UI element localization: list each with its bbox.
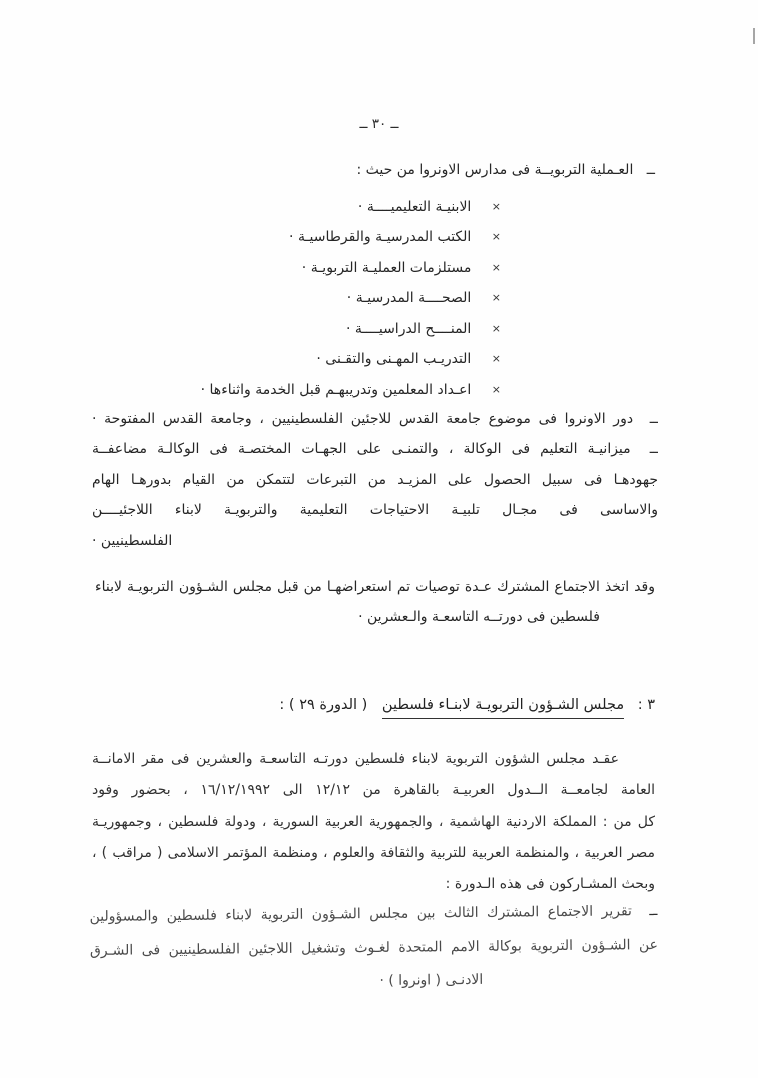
dash-item-text: دور الاونروا فى موضوع جامعة القدس للاجئين الفلسطينيين ، وجامعة القدس المفتوحة · (92, 411, 634, 427)
paragraph-line: وبحث المشـاركون فى هذه الـدورة : (445, 876, 655, 893)
paragraph-line: عقـد مجلس الشؤون التربوية لابناء فلسطين دورتـه التاسعـة والعشرين فى مقر الامانــة (92, 751, 619, 767)
bullet-text: الصحــــة المدرسيـة · (346, 290, 472, 307)
session-paragraph (92, 751, 655, 907)
bullet-text: الابنيـة التعليميــــة · (357, 199, 472, 215)
bullet-item (60, 199, 501, 229)
intro-line (357, 162, 655, 178)
bullet-text: اعـداد المعلمين وتدريبهـم قبل الخدمة واثناءها · (200, 381, 472, 398)
paragraph-line: الادنـى ( اونروا ) · (379, 971, 484, 989)
paragraph-line: جهودهـا فى سبيل الحصول على المزيـد من التبرعات لتتمكن من القيام بدورهـا الهام (92, 471, 658, 488)
unrwa-dash-list (92, 411, 658, 563)
paragraph-line: مصر العربية ، والمنظمة العربية للتربية والثقافة والعلوم ، ومنظمة المؤتمر الاسلامى ( مراقب ) ، (92, 844, 655, 861)
bullet-text: مستلزمات العمليـة التربويـة · (301, 259, 472, 276)
bullet-marker-icon: × (491, 260, 501, 274)
dash-icon: ــ (649, 411, 658, 427)
section-heading (279, 697, 655, 733)
dash-icon: ــ (646, 162, 655, 178)
bullet-item (60, 321, 501, 351)
paragraph-line: والاساسى فى مجـال تلبيـة الاحتياجات التعليمية والتربويـة لابناء اللاجئيــــن (92, 502, 658, 519)
bullet-marker-icon: × (491, 382, 501, 396)
bullet-item (60, 229, 501, 259)
paragraph-line: عن الشـؤون التربوية بوكالة الامم المتحدة لغـوث وتشغيل اللاجئين الفلسطينيين فى الشـرق (89, 936, 658, 959)
dash-item-text: ميزانيـة التعليم فى الوكالة ، والتمنـى على الجهـات المختصـة فى الوكالـة مضاعفــة (92, 441, 631, 458)
section-title: مجلس الشـؤون التربويـة لابنـاء فلسطين (382, 697, 624, 719)
dash-icon: ــ (649, 903, 658, 920)
paragraph-line: وقد اتخذ الاجتماع المشترك عـدة توصيات تم استعراضهـا من قبل مجلس الشـؤون التربويـة لابناء (95, 579, 655, 595)
bullet-marker-icon: × (491, 230, 501, 244)
intro-text: العـملية التربويــة فى مدارس الاونروا من حيث : (356, 162, 634, 178)
section-number: ٣ : (637, 697, 655, 713)
bullet-marker-icon: × (491, 352, 501, 366)
dash-item-text: تقرير الاجتماع المشترك الثالث بين مجلس الشـؤون التربوية لابناء فلسطين والمسؤولين (89, 903, 632, 925)
bullet-text: الكتب المدرسيـة والقرطاسيـة · (289, 229, 472, 246)
bullet-item (60, 382, 501, 412)
bullet-marker-icon: × (491, 321, 501, 335)
report-dash-item (90, 903, 659, 1009)
dash-item (92, 441, 658, 471)
bullet-marker-icon: × (491, 200, 501, 213)
bullet-text: المنــــح الدراسيــــة · (346, 320, 472, 337)
page-number: ــ ٣٠ ــ (359, 116, 399, 132)
bullet-item (60, 290, 501, 320)
dash-item (92, 411, 658, 441)
bullet-text: التدريـب المهـنى والتقـنى · (316, 351, 472, 368)
recommendations-paragraph (95, 579, 655, 640)
bullet-item (60, 260, 501, 290)
paragraph-line: فلسطين فى دورتــه التاسعـة والـعشرين · (358, 609, 600, 626)
paragraph-line: الفلسطينيين · (92, 532, 173, 549)
paragraph-line: العامة لجامعــة الــدول العربيـة بالقاهرة من ١٢/١٢ الى ١٦/١٢/١٩٩٢ ، بحضور وفود (92, 782, 655, 799)
bullet-marker-icon: × (491, 291, 501, 305)
scan-artifact (753, 28, 755, 44)
section-suffix: ( الدورة ٢٩ ) : (279, 697, 368, 713)
dash-icon: ــ (649, 441, 658, 458)
paragraph-line: كل من : المملكة الاردنية الهاشمية ، والجمهورية العربية السورية ، ودولة فلسطين ، وجمهوريـة (92, 813, 655, 830)
bullet-item (60, 351, 501, 381)
bullet-list (60, 199, 501, 412)
